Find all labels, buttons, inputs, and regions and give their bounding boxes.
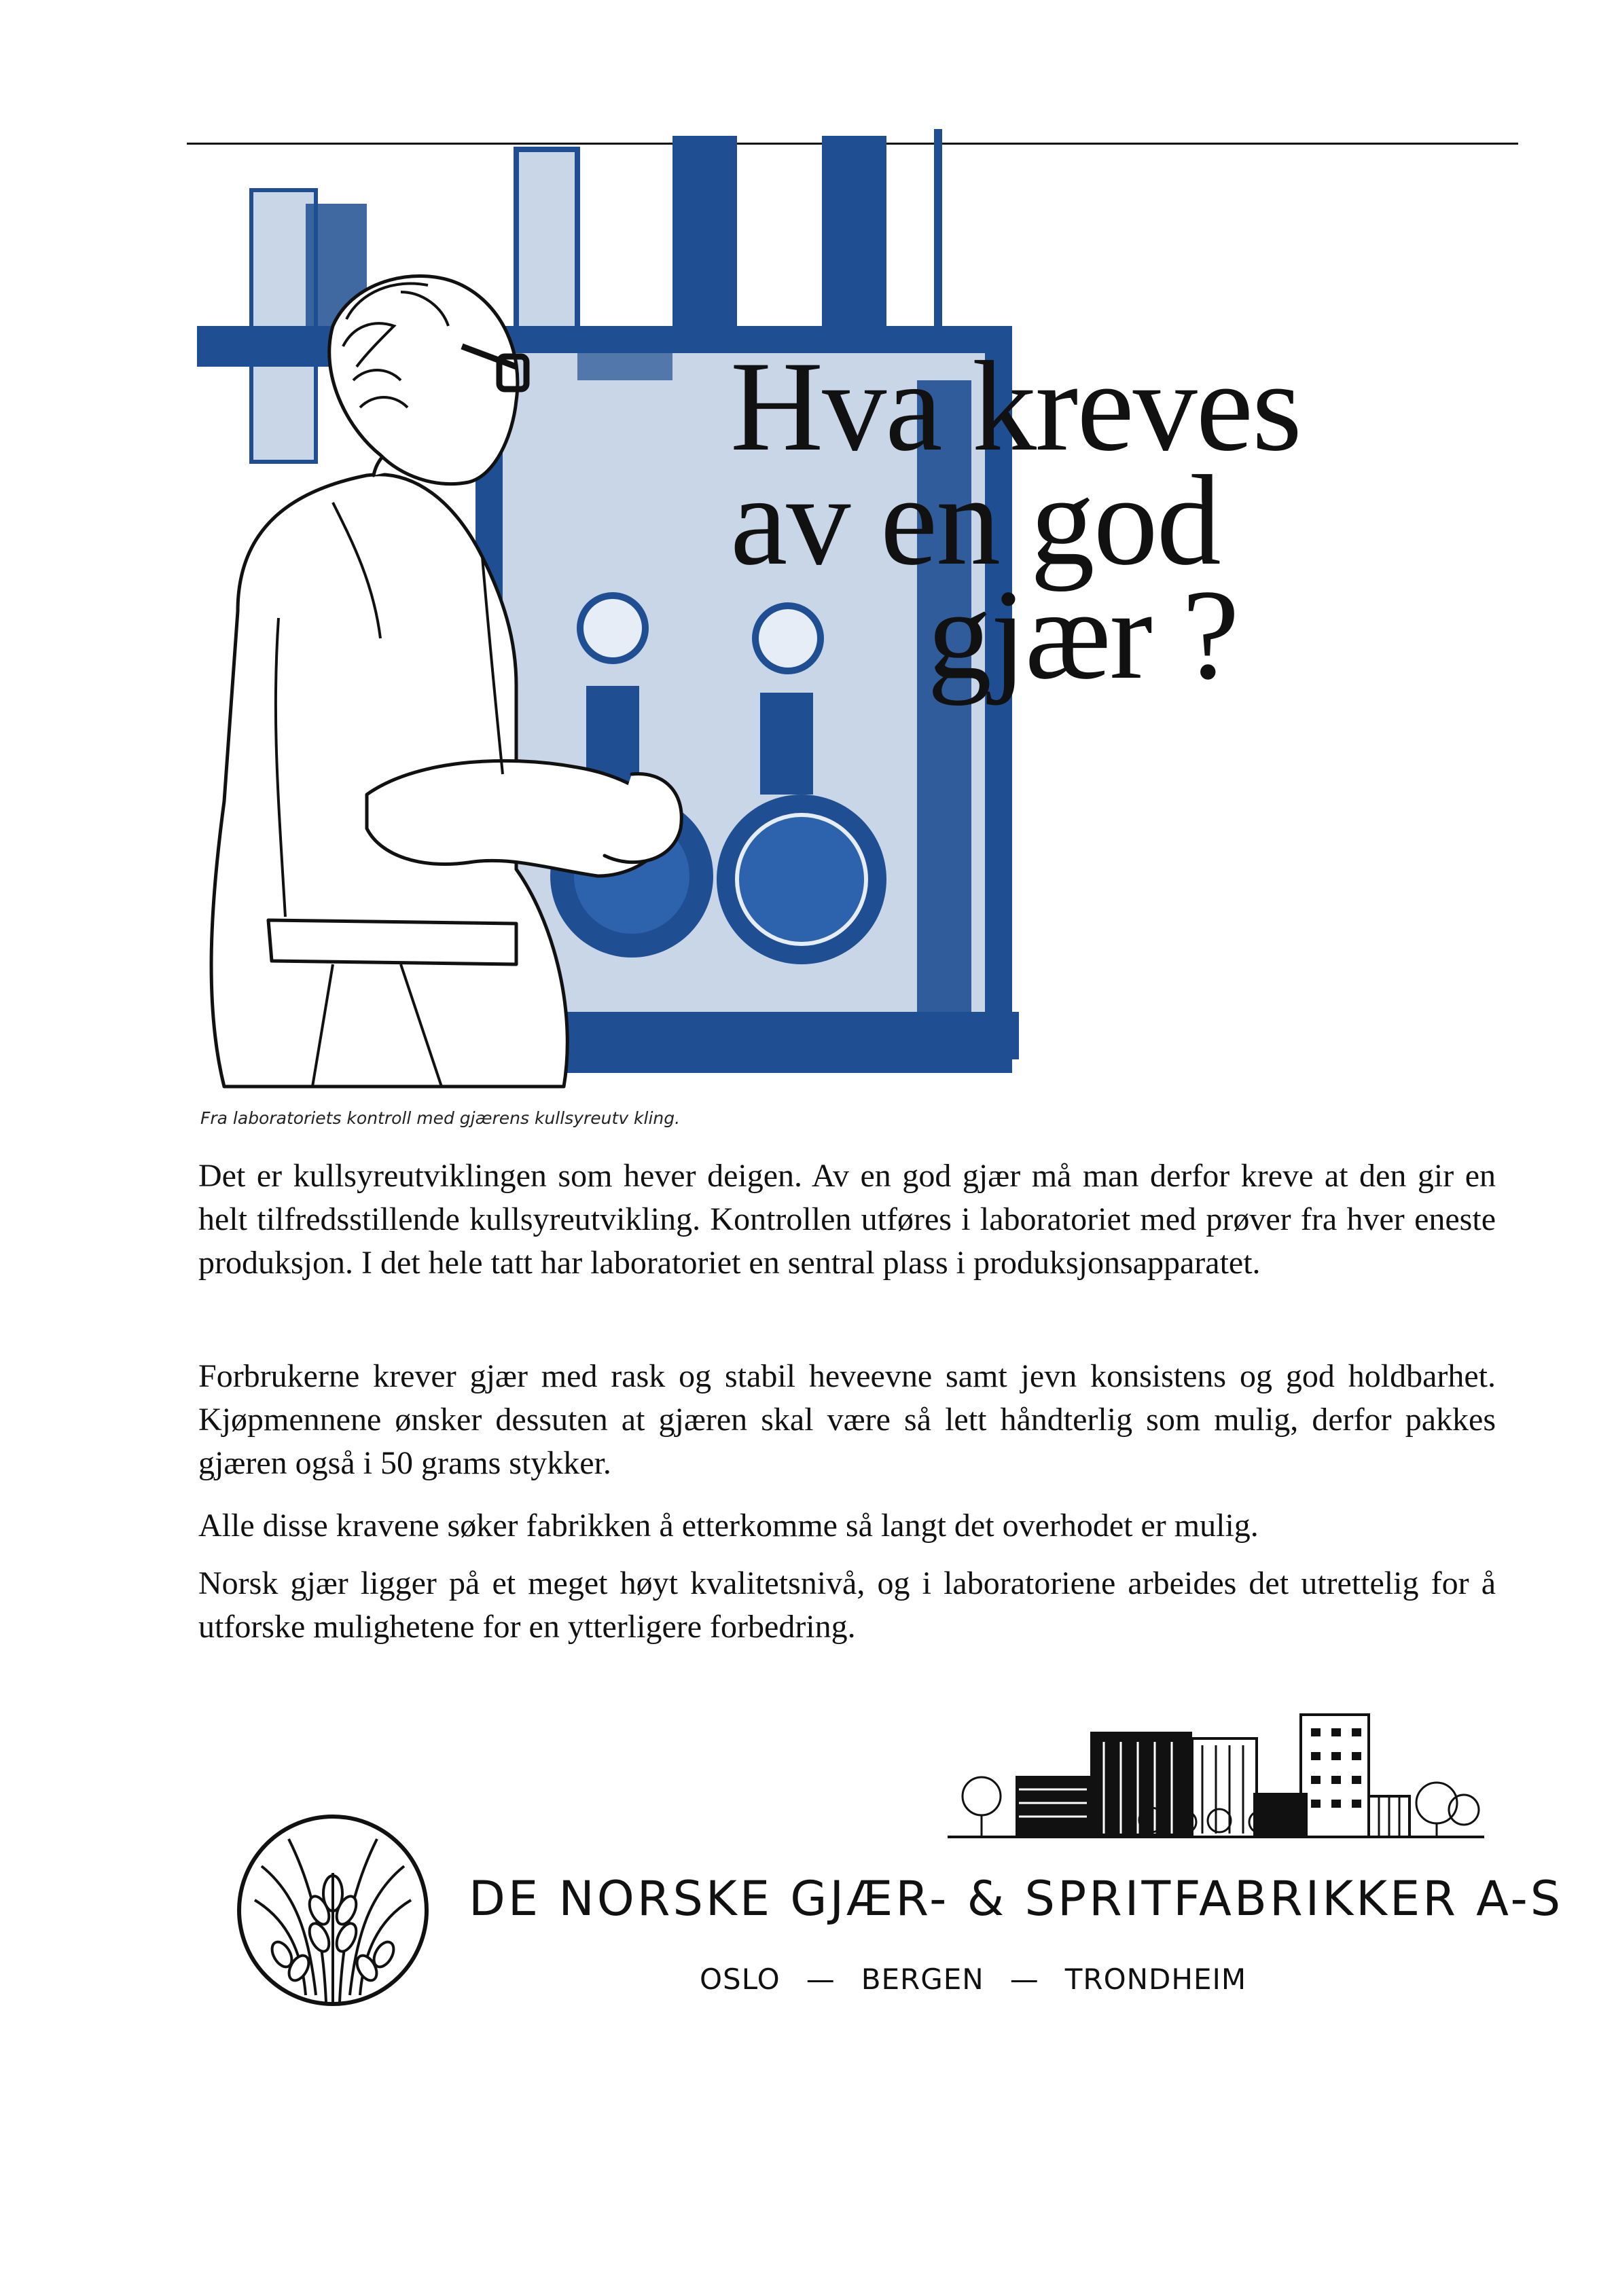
company-name: DE NORSKE GJÆR- & SPRITFABRIKKER A-S: [469, 1871, 1564, 1927]
city-separator: —: [806, 1963, 836, 1996]
headline-line-3: gjær ?: [927, 564, 1238, 706]
headline: [730, 335, 1477, 706]
paragraph-1: Det er kullsyreutviklingen som hever deigen. Av en god gjær må man derfor kreve at den gir en helt tilfredsstillende kullsyreutvikling. Kontrollen utføres i laboratoriet med prøver fra hver eneste produksjon. I det hele tatt har laboratoriet en sentral plass i produksjonsapparatet.: [198, 1158, 1496, 1281]
city-bergen: BERGEN: [861, 1963, 984, 1996]
paragraph-3: Alle disse kravene søker fabrikken å etterkomme så langt det overhodet er mulig.: [198, 1508, 1259, 1544]
city-separator: —: [1009, 1963, 1039, 1996]
city-trondheim: TRONDHEIM: [1064, 1963, 1247, 1996]
headline-line-2: av en god: [730, 450, 1220, 592]
city-oslo: OSLO: [700, 1963, 780, 1996]
paragraph-4: Norsk gjær ligger på et meget høyt kvalitetsnivå, og i laboratoriene arbeides det utrettelig for å utforske mulighetene for en ytterligere forbedring.: [198, 1565, 1496, 1645]
company-cities: [700, 1963, 1311, 1996]
paragraph-2: Forbrukerne krever gjær med rask og stabil heveevne samt jevn konsistens og god holdbarhet. Kjøpmennene ønsker dessuten at gjæren skal være så lett håndterlig som mulig, derfor pakkes gjæren også i 50 grams stykker.: [198, 1358, 1496, 1481]
headline-line-1: Hva kreves: [730, 335, 1301, 478]
wheat-emblem-logo: [234, 1812, 431, 2009]
factory-illustration: [948, 1701, 1484, 1857]
image-caption: Fra laboratoriets kontroll med gjærens kullsyreutv kling.: [200, 1108, 681, 1128]
